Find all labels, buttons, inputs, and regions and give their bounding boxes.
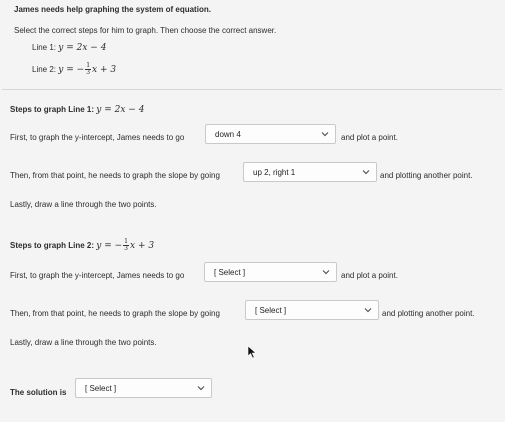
line2-final-step: Lastly, draw a line through the two points. (10, 338, 157, 347)
divider (2, 89, 502, 90)
line1-slope-prefix: Then, from that point, he needs to graph the slope by going (10, 171, 220, 180)
chevron-down-icon (321, 267, 331, 277)
line2-equation (32, 63, 116, 76)
chevron-down-icon (363, 305, 373, 315)
line2-slope-select[interactable] (245, 300, 379, 320)
question-title: James needs help graphing the system of equation. (14, 5, 211, 14)
mouse-cursor-icon (247, 345, 257, 359)
line2-steps-formula: y = − $\frac{1}{3}$ x + 3 (96, 238, 155, 252)
line1-intercept-value: down 4 (215, 130, 241, 139)
line1-final-step: Lastly, draw a line through the two points. (10, 200, 157, 209)
line2-steps-heading-text: Steps to graph Line 2: (10, 241, 95, 250)
line2-intercept-suffix: and plot a point. (341, 271, 398, 280)
line1-steps-heading (10, 105, 144, 115)
line2-label: Line 2: (32, 65, 57, 74)
line2-steps-heading (10, 239, 154, 252)
line2-slope-suffix: and plotting another point. (382, 309, 475, 318)
line2-intercept-value: [ Select ] (214, 268, 246, 277)
line1-intercept-suffix: and plot a point. (341, 133, 398, 142)
line2-intercept-select[interactable] (204, 262, 337, 282)
line1-equation (32, 43, 106, 53)
line1-slope-value: up 2, right 1 (253, 168, 296, 177)
line1-steps-heading-text: Steps to graph Line 1: (10, 105, 95, 114)
line2-formula: y = − $\frac{1}{3}$ x + 3 (58, 62, 117, 76)
line2-slope-prefix: Then, from that point, he needs to graph the slope by going (10, 309, 220, 318)
line1-steps-formula: y = 2x − 4 (96, 105, 145, 115)
question-instruction: Select the correct steps for him to graph. Then choose the correct answer. (14, 26, 277, 35)
line1-formula: y = 2x − 4 (58, 43, 107, 53)
line2-intercept-prefix: First, to graph the y-intercept, James needs to go (10, 271, 185, 280)
solution-label: The solution is (10, 388, 67, 397)
line1-slope-select[interactable] (243, 162, 377, 182)
line1-intercept-prefix: First, to graph the y-intercept, James needs to go (10, 133, 185, 142)
solution-value: [ Select ] (85, 384, 117, 393)
chevron-down-icon (196, 383, 206, 393)
chevron-down-icon (320, 129, 330, 139)
line2-slope-value: [ Select ] (255, 306, 287, 315)
chevron-down-icon (361, 167, 371, 177)
line1-label: Line 1: (32, 43, 57, 52)
solution-select[interactable] (75, 378, 212, 398)
line1-intercept-select[interactable] (205, 124, 336, 144)
line1-slope-suffix: and plotting another point. (380, 171, 473, 180)
